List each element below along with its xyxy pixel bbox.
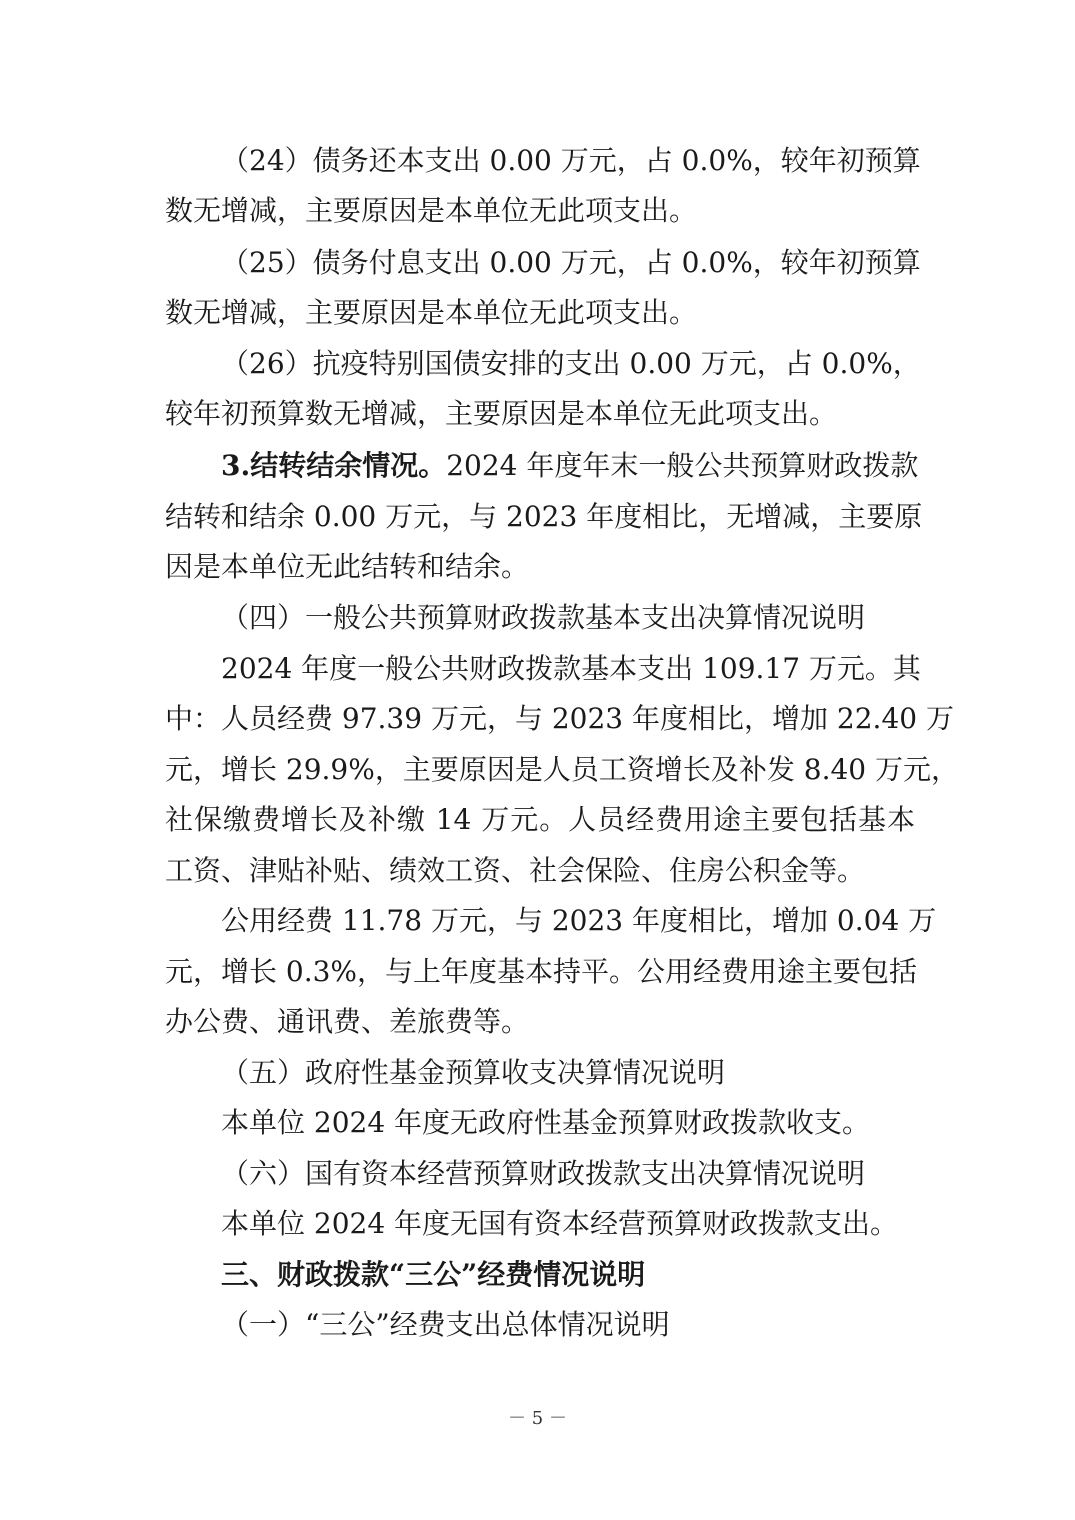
- paragraph-26-line-2: 较年初预算数无增减，主要原因是本单位无此项支出。: [165, 397, 838, 430]
- carryover-line-3: 因是本单位无此结转和结余。: [165, 550, 530, 583]
- section-4-line-2: 中：人员经费 97.39 万元，与 2023 年度相比，增加 22.40 万: [165, 702, 954, 735]
- page-number: － 5 －: [508, 1408, 567, 1429]
- part-3-heading: 三、财政拨款“三公”经费情况说明: [221, 1258, 646, 1291]
- section-4-public-line-3: 办公费、通讯费、差旅费等。: [165, 1005, 530, 1038]
- section-5-line-1: 本单位 2024 年度无政府性基金预算财政拨款收支。: [221, 1106, 871, 1139]
- section-4-heading: （四）一般公共预算财政拨款基本支出决算情况说明: [221, 601, 866, 634]
- section-4-public-line-1: 公用经费 11.78 万元，与 2023 年度相比，增加 0.04 万: [221, 904, 937, 937]
- section-4-line-3: 元，增长 29.9%，主要原因是人员工资增长及补发 8.40 万元，: [165, 753, 959, 786]
- paragraph-25-line-1: （25）债务付息支出 0.00 万元，占 0.0%，较年初预算: [221, 246, 921, 279]
- paragraph-25-line-2: 数无增减，主要原因是本单位无此项支出。: [165, 296, 698, 329]
- section-6-heading: （六）国有资本经营预算财政拨款支出决算情况说明: [221, 1157, 866, 1190]
- section-4-line-4: 社保缴费增长及补缴 14 万元。人员经费用途主要包括基本: [165, 803, 915, 836]
- carryover-heading: 3.结转结余情况。: [221, 449, 447, 482]
- carryover-line-1: [221, 449, 919, 483]
- paragraph-24-line-2: 数无增减，主要原因是本单位无此项支出。: [165, 194, 698, 227]
- paragraph-24-line-1: （24）债务还本支出 0.00 万元，占 0.0%，较年初预算: [221, 144, 921, 177]
- section-6-line-1: 本单位 2024 年度无国有资本经营预算财政拨款支出。: [221, 1207, 899, 1240]
- section-4-line-5: 工资、津贴补贴、绩效工资、社会保险、住房公积金等。: [165, 854, 866, 887]
- carryover-line-2: 结转和结余 0.00 万元，与 2023 年度相比，无增减，主要原: [165, 500, 923, 533]
- section-5-heading: （五）政府性基金预算收支决算情况说明: [221, 1056, 726, 1089]
- part-3-subheading-1: （一）“三公”经费支出总体情况说明: [221, 1308, 670, 1341]
- carryover-line-1-text: 2024 年度年末一般公共预算财政拨款: [446, 449, 919, 482]
- paragraph-26-line-1: （26）抗疫特别国债安排的支出 0.00 万元，占 0.0%，: [221, 347, 921, 380]
- section-4-line-1: 2024 年度一般公共财政拨款基本支出 109.17 万元。其: [221, 652, 921, 685]
- section-4-public-line-2: 元，增长 0.3%，与上年度基本持平。公用经费用途主要包括: [165, 955, 918, 988]
